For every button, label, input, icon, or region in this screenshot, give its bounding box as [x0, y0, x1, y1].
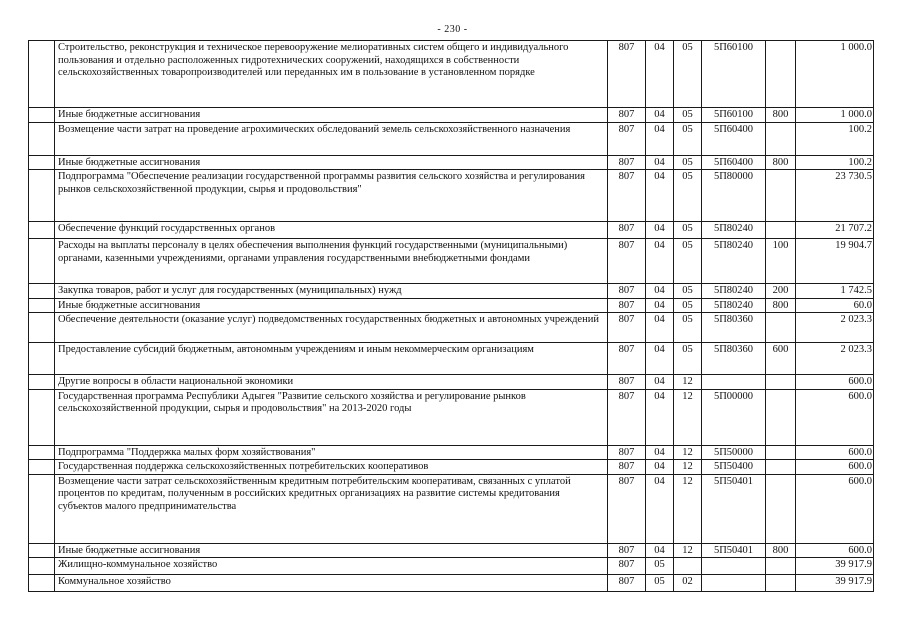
item-name-cell: Иные бюджетные ассигнования [55, 298, 608, 313]
amount-cell: 600.0 [796, 389, 874, 445]
table-row [29, 313, 874, 343]
item-name-cell: Другие вопросы в области национальной экономики [55, 375, 608, 390]
expense-type-cell [766, 313, 796, 343]
section-code-cell: 04 [646, 170, 674, 222]
item-name-cell: Государственная программа Республики Адыгея "Развитие сельского хозяйства и регулирование рынков сельскохозяйственной продукции, сырья и продовольствия" на 2013-2020 годы [55, 389, 608, 445]
subsection-code-cell: 05 [674, 122, 702, 155]
target-article-cell [702, 375, 766, 390]
ministry-code-cell: 807 [608, 389, 646, 445]
section-code-cell: 04 [646, 460, 674, 475]
ministry-code-cell: 807 [608, 460, 646, 475]
row-number-cell [29, 284, 55, 299]
item-name-cell: Подпрограмма "Поддержка малых форм хозяйствования" [55, 445, 608, 460]
target-article-cell: 5П60400 [702, 155, 766, 170]
table-row [29, 122, 874, 155]
subsection-code-cell [674, 558, 702, 575]
row-number-cell [29, 155, 55, 170]
item-name-cell: Обеспечение функций государственных органов [55, 222, 608, 239]
amount-cell: 600.0 [796, 375, 874, 390]
table-row [29, 222, 874, 239]
section-code-cell: 04 [646, 375, 674, 390]
ministry-code-cell: 807 [608, 343, 646, 375]
item-name-cell: Иные бюджетные ассигнования [55, 543, 608, 558]
table-row [29, 575, 874, 592]
subsection-code-cell: 05 [674, 313, 702, 343]
row-number-cell [29, 108, 55, 123]
section-code-cell: 05 [646, 575, 674, 592]
expense-type-cell: 800 [766, 298, 796, 313]
section-code-cell: 04 [646, 343, 674, 375]
subsection-code-cell: 05 [674, 239, 702, 284]
amount-cell: 600.0 [796, 543, 874, 558]
section-code-cell: 04 [646, 108, 674, 123]
subsection-code-cell: 05 [674, 284, 702, 299]
subsection-code-cell: 05 [674, 41, 702, 108]
section-code-cell: 04 [646, 298, 674, 313]
ministry-code-cell: 807 [608, 222, 646, 239]
target-article-cell: 5П80000 [702, 170, 766, 222]
expense-type-cell: 800 [766, 155, 796, 170]
section-code-cell: 05 [646, 558, 674, 575]
page-number: - 230 - [437, 24, 468, 35]
expense-type-cell: 800 [766, 543, 796, 558]
target-article-cell: 5П80360 [702, 343, 766, 375]
row-number-cell [29, 343, 55, 375]
ministry-code-cell: 807 [608, 313, 646, 343]
item-name-cell: Закупка товаров, работ и услуг для государственных (муниципальных) нужд [55, 284, 608, 299]
target-article-cell: 5П80360 [702, 313, 766, 343]
item-name-cell: Иные бюджетные ассигнования [55, 155, 608, 170]
ministry-code-cell: 807 [608, 575, 646, 592]
expense-type-cell: 200 [766, 284, 796, 299]
expense-type-cell [766, 389, 796, 445]
item-name-cell: Предоставление субсидий бюджетным, автономным учреждениям и иным некоммерческим организациям [55, 343, 608, 375]
amount-cell: 600.0 [796, 474, 874, 543]
target-article-cell: 5П60100 [702, 108, 766, 123]
amount-cell: 60.0 [796, 298, 874, 313]
target-article-cell [702, 575, 766, 592]
amount-cell: 100.2 [796, 155, 874, 170]
expense-type-cell: 100 [766, 239, 796, 284]
amount-cell: 39 917.9 [796, 575, 874, 592]
table-row [29, 284, 874, 299]
row-number-cell [29, 41, 55, 108]
subsection-code-cell: 05 [674, 170, 702, 222]
target-article-cell [702, 558, 766, 575]
section-code-cell: 04 [646, 155, 674, 170]
budget-table [28, 40, 874, 592]
amount-cell: 1 000.0 [796, 108, 874, 123]
subsection-code-cell: 12 [674, 474, 702, 543]
subsection-code-cell: 12 [674, 543, 702, 558]
row-number-cell [29, 543, 55, 558]
amount-cell: 1 000.0 [796, 41, 874, 108]
table-row [29, 375, 874, 390]
row-number-cell [29, 375, 55, 390]
target-article-cell: 5П50000 [702, 445, 766, 460]
expense-type-cell: 600 [766, 343, 796, 375]
row-number-cell [29, 445, 55, 460]
section-code-cell: 04 [646, 445, 674, 460]
subsection-code-cell: 12 [674, 389, 702, 445]
expense-type-cell [766, 474, 796, 543]
row-number-cell [29, 460, 55, 475]
section-code-cell: 04 [646, 389, 674, 445]
item-name-cell: Возмещение части затрат на проведение агрохимических обследований земель сельскохозяйственного назначения [55, 122, 608, 155]
section-code-cell: 04 [646, 222, 674, 239]
target-article-cell: 5П50401 [702, 543, 766, 558]
row-number-cell [29, 170, 55, 222]
target-article-cell: 5П50400 [702, 460, 766, 475]
row-number-cell [29, 389, 55, 445]
table-row [29, 460, 874, 475]
ministry-code-cell: 807 [608, 122, 646, 155]
item-name-cell: Подпрограмма "Обеспечение реализации государственной программы развития сельского хозяйства и регулирования рынков сельскохозяйственной продукции, сырья и продовольствия" [55, 170, 608, 222]
section-code-cell: 04 [646, 239, 674, 284]
target-article-cell: 5П80240 [702, 298, 766, 313]
subsection-code-cell: 05 [674, 108, 702, 123]
target-article-cell: 5П60400 [702, 122, 766, 155]
row-number-cell [29, 575, 55, 592]
item-name-cell: Государственная поддержка сельскохозяйственных потребительских кооперативов [55, 460, 608, 475]
item-name-cell: Обеспечение деятельности (оказание услуг) подведомственных государственных бюджетных и автономных учреждений [55, 313, 608, 343]
amount-cell: 100.2 [796, 122, 874, 155]
section-code-cell: 04 [646, 474, 674, 543]
ministry-code-cell: 807 [608, 41, 646, 108]
target-article-cell: 5П60100 [702, 41, 766, 108]
table-row [29, 343, 874, 375]
subsection-code-cell: 05 [674, 222, 702, 239]
item-name-cell: Строительство, реконструкция и техническое перевооружение мелиоративных систем общего и индивидуального пользования и отдельно расположенных гидротехнических сооружений, находящихся в собственности сельскохозяйственных товаропроизводителей или переданных им в пользование в установленном порядке [55, 41, 608, 108]
amount-cell: 600.0 [796, 445, 874, 460]
section-code-cell: 04 [646, 284, 674, 299]
table-row [29, 389, 874, 445]
ministry-code-cell: 807 [608, 284, 646, 299]
section-code-cell: 04 [646, 41, 674, 108]
section-code-cell: 04 [646, 543, 674, 558]
ministry-code-cell: 807 [608, 375, 646, 390]
amount-cell: 23 730.5 [796, 170, 874, 222]
amount-cell: 39 917.9 [796, 558, 874, 575]
item-name-cell: Жилищно-коммунальное хозяйство [55, 558, 608, 575]
table-row [29, 155, 874, 170]
table-row [29, 543, 874, 558]
row-number-cell [29, 122, 55, 155]
table-row [29, 558, 874, 575]
ministry-code-cell: 807 [608, 543, 646, 558]
ministry-code-cell: 807 [608, 170, 646, 222]
subsection-code-cell: 12 [674, 445, 702, 460]
table-row [29, 170, 874, 222]
expense-type-cell [766, 445, 796, 460]
table-row [29, 239, 874, 284]
expense-type-cell [766, 222, 796, 239]
expense-type-cell [766, 575, 796, 592]
amount-cell: 600.0 [796, 460, 874, 475]
expense-type-cell [766, 41, 796, 108]
ministry-code-cell: 807 [608, 298, 646, 313]
ministry-code-cell: 807 [608, 155, 646, 170]
row-number-cell [29, 313, 55, 343]
target-article-cell: 5П00000 [702, 389, 766, 445]
subsection-code-cell: 05 [674, 343, 702, 375]
ministry-code-cell: 807 [608, 474, 646, 543]
item-name-cell: Коммунальное хозяйство [55, 575, 608, 592]
target-article-cell: 5П80240 [702, 222, 766, 239]
table-row [29, 41, 874, 108]
expense-type-cell [766, 122, 796, 155]
subsection-code-cell: 12 [674, 375, 702, 390]
section-code-cell: 04 [646, 313, 674, 343]
amount-cell: 1 742.5 [796, 284, 874, 299]
row-number-cell [29, 298, 55, 313]
expense-type-cell [766, 460, 796, 475]
expense-type-cell [766, 170, 796, 222]
budget-table-body [29, 41, 874, 592]
item-name-cell: Расходы на выплаты персоналу в целях обеспечения выполнения функций государственными (муниципальными) органами, казенными учреждениями, органами управления государственными внебюджетными фондами [55, 239, 608, 284]
row-number-cell [29, 239, 55, 284]
subsection-code-cell: 12 [674, 460, 702, 475]
ministry-code-cell: 807 [608, 239, 646, 284]
table-row [29, 298, 874, 313]
expense-type-cell: 800 [766, 108, 796, 123]
table-row [29, 108, 874, 123]
subsection-code-cell: 05 [674, 298, 702, 313]
target-article-cell: 5П50401 [702, 474, 766, 543]
target-article-cell: 5П80240 [702, 239, 766, 284]
item-name-cell: Возмещение части затрат сельскохозяйственным кредитным потребительским кооперативам, связанных с уплатой процентов по кредитам, полученным в российских кредитных организациях на развитие системы кредитования субъектов малого предпринимательства [55, 474, 608, 543]
row-number-cell [29, 474, 55, 543]
table-row [29, 474, 874, 543]
table-row [29, 445, 874, 460]
ministry-code-cell: 807 [608, 445, 646, 460]
target-article-cell: 5П80240 [702, 284, 766, 299]
section-code-cell: 04 [646, 122, 674, 155]
amount-cell: 2 023.3 [796, 313, 874, 343]
expense-type-cell [766, 558, 796, 575]
row-number-cell [29, 558, 55, 575]
ministry-code-cell: 807 [608, 108, 646, 123]
amount-cell: 21 707.2 [796, 222, 874, 239]
amount-cell: 19 904.7 [796, 239, 874, 284]
ministry-code-cell: 807 [608, 558, 646, 575]
amount-cell: 2 023.3 [796, 343, 874, 375]
item-name-cell: Иные бюджетные ассигнования [55, 108, 608, 123]
subsection-code-cell: 02 [674, 575, 702, 592]
row-number-cell [29, 222, 55, 239]
subsection-code-cell: 05 [674, 155, 702, 170]
expense-type-cell [766, 375, 796, 390]
